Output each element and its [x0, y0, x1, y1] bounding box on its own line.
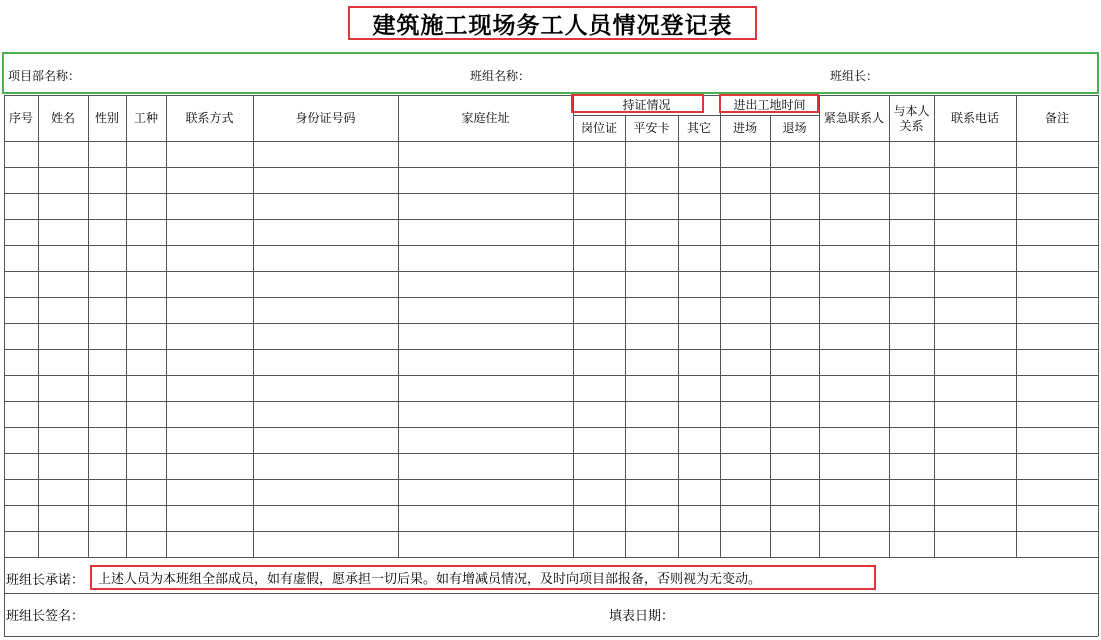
team-leader-label: 班组长：: [830, 69, 879, 83]
col-header-contact: 联系方式: [185, 111, 234, 125]
relation-line-2: 关系: [899, 118, 924, 133]
pledge-highlight-box: [90, 565, 876, 590]
col-header-emergency-contact: 紧急联系人: [823, 111, 884, 125]
grid-vline: [625, 115, 626, 557]
grid-vline: [934, 95, 935, 557]
grid-vline: [88, 95, 89, 557]
col-header-trade: 工种: [133, 111, 158, 125]
grid-vline: [166, 95, 167, 557]
col-header-id-number: 身份证号码: [295, 111, 356, 125]
form-title: 建筑施工现场务工人员情况登记表: [372, 11, 733, 39]
grid-vline: [4, 95, 5, 557]
relation-line-1: 与本人: [893, 103, 930, 118]
pledge-label: 班组长承诺：: [6, 573, 85, 588]
grid-vline: [4, 557, 5, 636]
col-header-cert-post: 岗位证: [580, 120, 617, 135]
col-header-name: 姓名: [50, 111, 75, 125]
info-row-highlight-box: [2, 52, 1099, 94]
col-header-cert-safety: 平安卡: [633, 120, 670, 135]
grid-vline: [398, 95, 399, 557]
title-highlight-box: [348, 6, 757, 40]
col-header-time-out: 退场: [782, 120, 807, 135]
grid-vline: [1098, 557, 1099, 636]
grid-vline: [126, 95, 127, 557]
grid-vline: [1016, 95, 1017, 557]
pledge-text: 上述人员为本班组全部成员，如有虚假，愿承担一切后果。如有增减员情况，及时向项目部报备，否则视为无变动。: [98, 572, 762, 587]
col-header-seq: 序号: [8, 111, 33, 125]
col-header-address: 家庭住址: [461, 111, 510, 125]
col-header-gender: 性别: [94, 111, 119, 125]
grid-vline: [38, 95, 39, 557]
col-header-cert-other: 其它: [686, 120, 711, 135]
project-dept-label: 项目部名称：: [8, 69, 81, 83]
grid-hline: [4, 636, 1098, 637]
grid-vline: [1098, 95, 1099, 557]
col-header-phone: 联系电话: [950, 111, 999, 125]
grid-vline: [678, 115, 679, 557]
grid-vline: [573, 95, 574, 557]
col-header-time-group: 进出工地时间: [733, 98, 806, 112]
grid-vline: [889, 95, 890, 557]
signature-label: 班组长签名：: [6, 609, 85, 624]
grid-vline: [253, 95, 254, 557]
col-header-time-in: 进场: [732, 120, 757, 135]
time-group-highlight-box: [719, 94, 819, 113]
grid-hline: [4, 593, 1098, 594]
grid-hline: [4, 557, 1098, 558]
col-header-cert-group: 持证情况: [622, 98, 671, 112]
date-label: 填表日期：: [609, 609, 675, 624]
cert-group-highlight-box: [571, 94, 704, 113]
grid-vline: [819, 95, 820, 557]
team-name-label: 班组名称：: [470, 69, 531, 83]
col-header-remarks: 备注: [1044, 111, 1069, 125]
grid-vline: [720, 95, 721, 557]
grid-vline: [770, 115, 771, 557]
col-header-relation: [889, 96, 934, 141]
